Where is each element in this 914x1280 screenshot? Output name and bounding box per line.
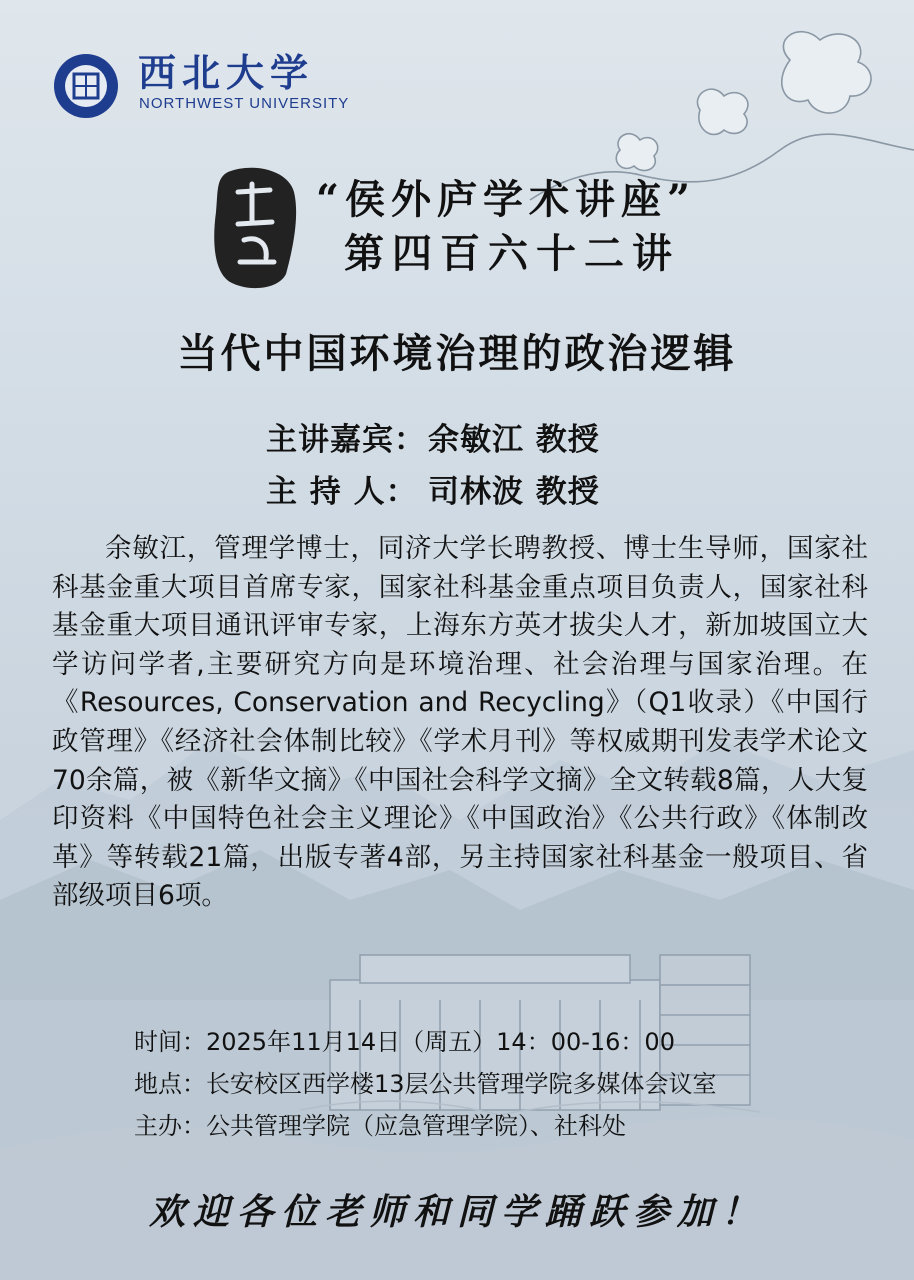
lecture-series-name: “侯外庐学术讲座”: [316, 176, 697, 223]
host-value: 司林波 教授: [428, 474, 600, 510]
speaker-label: 主讲嘉宾：: [266, 422, 426, 458]
host-label: 主 持 人：: [266, 474, 418, 510]
event-organizer: 主办：公共管理学院（应急管理学院）、社科处: [134, 1112, 626, 1140]
lecture-brand-seal-icon: [208, 162, 300, 292]
lecture-title: 当代中国环境治理的政治逻辑: [177, 331, 737, 377]
speaker-bio: 余敏江，管理学博士，同济大学长聘教授、博士生导师，国家社科基金重大项目首席专家，国家社科基金重点项目负责人，国家社科基金重大项目通讯评审专家，上海东方英才拔尖人才，新加坡国立大学访问学者,主要研究方向是环境治理、社会治理与国家治理。在《Resources, Conservation and Recycling》（Q1收录）《中国行政管理》《经济社会体制比较》《学术月刊》等权威期刊发表学术论文70余篇，被《新华文摘》《中国社会科学文摘》全文转载8篇，人大复印资料《中国特色社会主义理论》《中国政治》《公共行政》《体制改革》等转载21篇，出版专著4部，另主持国家社科基金一般项目、省部级项目6项。: [52, 533, 868, 912]
welcome-message: 欢迎各位老师和同学踊跃参加！: [148, 1191, 765, 1233]
lecture-series-number: 第四百六十二讲: [344, 230, 680, 277]
university-name-en: NORTHWEST UNIVERSITY: [139, 95, 350, 112]
event-place: 地点：长安校区西学楼13层公共管理学院多媒体会议室: [134, 1070, 717, 1098]
speaker-line: [266, 414, 600, 459]
university-name-cn: 西北大学: [138, 50, 315, 95]
university-seal-icon: [52, 52, 120, 120]
speaker-value: 余敏江 教授: [428, 422, 600, 458]
host-line: [266, 466, 600, 511]
event-time: 时间：2025年11月14日（周五）14：00-16：00: [134, 1028, 675, 1056]
magnolia-branch-icon: [530, 32, 914, 200]
